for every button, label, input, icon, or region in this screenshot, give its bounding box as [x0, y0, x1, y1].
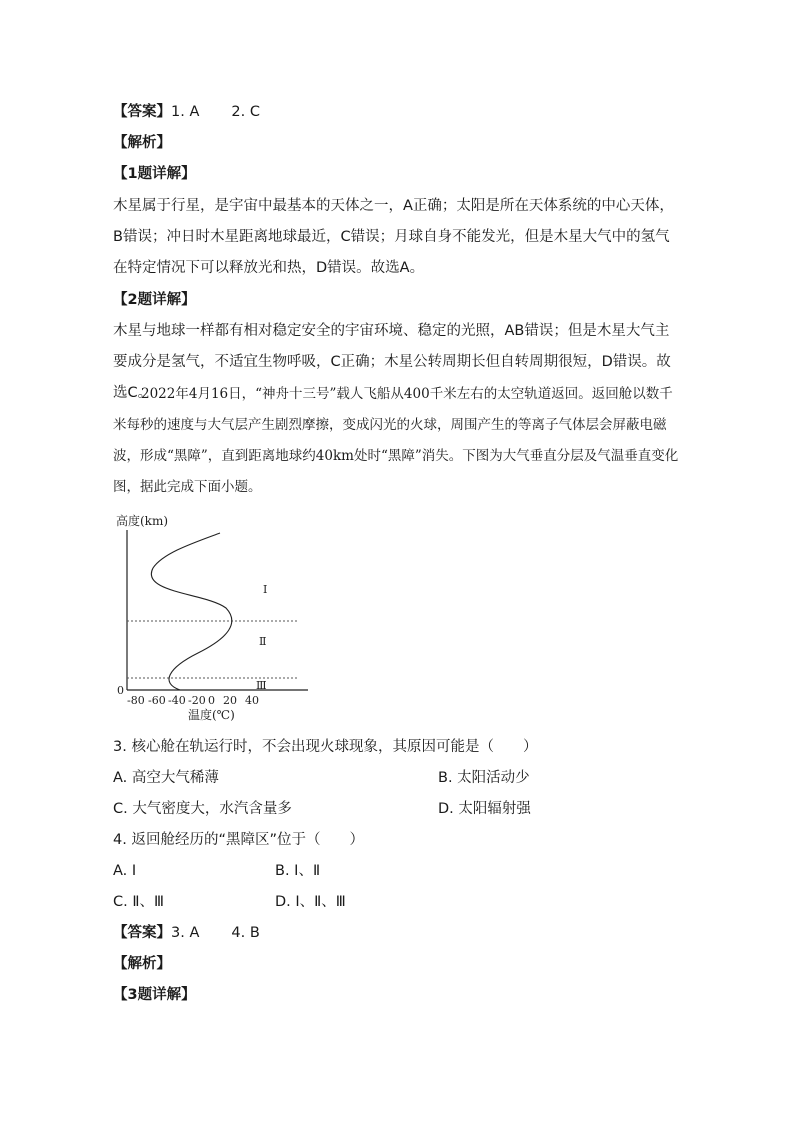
analysis-heading: 【解析】	[113, 956, 171, 972]
x-tick-labels	[127, 694, 259, 707]
layer-label-3: Ⅲ	[256, 679, 267, 692]
q2-detail-heading: 【2题详解】	[113, 292, 196, 308]
answer-line-2	[113, 923, 260, 943]
answer-value: 4. B	[231, 925, 260, 941]
x-tick-label: 20	[223, 694, 237, 707]
y-axis-label: 高度(km)	[116, 514, 169, 528]
q3-detail-heading: 【3题详解】	[113, 987, 196, 1003]
reading-passage: 2022年4月16日，“神舟十三号”载人飞船从400千米左右的太空轨道返回。返回舱以数千米每秒的速度与大气层产生剧烈摩擦，变成闪光的火球，周围产生的等离子气体层会屏蔽电磁波，形成“黑障”，直到距离地球约40km处时“黑障”消失。下图为大气垂直分层及气温垂直变化图，据此完成下面小题。	[113, 386, 679, 495]
q3-option-b[interactable]: B. 太阳活动少	[438, 770, 530, 786]
x-tick-label: 40	[245, 694, 259, 707]
answer-value: 3. A	[171, 925, 200, 941]
x-tick-label: -20	[188, 694, 206, 707]
q2-detail-text: 木星与地球一样都有相对稳定安全的宇宙环境、稳定的光照，AB错误；但是木星大气主要成分是氢气，不适宜生物呼吸，C正确；木星公转周期长但自转周期很短，D错误。故选C。	[113, 323, 671, 401]
atmosphere-temperature-chart	[108, 508, 308, 723]
x-tick-label: 0	[208, 694, 215, 707]
x-tick-label: -80	[127, 694, 145, 707]
temperature-curve	[151, 533, 232, 690]
y-tick-label: 0	[117, 684, 124, 697]
q4-option-a[interactable]: A. Ⅰ	[113, 863, 137, 879]
q4-option-b[interactable]: B. Ⅰ、Ⅱ	[275, 863, 321, 879]
x-axis-label: 温度(℃)	[188, 708, 235, 722]
q3-option-c[interactable]: C. 大气密度大，水汽含量多	[113, 801, 292, 817]
answer-label: 【答案】	[113, 925, 171, 941]
layer-label-2: Ⅱ	[259, 635, 267, 648]
answer-line-1	[113, 102, 260, 122]
answer-label: 【答案】	[113, 104, 171, 120]
answer-value: 1. A	[171, 104, 200, 120]
q3-stem: 3. 核心舱在轨运行时，不会出现火球现象，其原因可能是（ ）	[113, 739, 538, 755]
q1-detail-heading: 【1题详解】	[113, 166, 196, 182]
x-tick-label: -60	[148, 694, 166, 707]
q4-option-c[interactable]: C. Ⅱ、Ⅲ	[113, 894, 164, 910]
q4-option-d[interactable]: D. Ⅰ、Ⅱ、Ⅲ	[275, 894, 346, 910]
analysis-heading: 【解析】	[113, 135, 171, 151]
q1-detail-text: 木星属于行星，是宇宙中最基本的天体之一，A正确；太阳是所在天体系统的中心天体，B错误；冲日时木星距离地球最近，C错误；月球自身不能发光，但是木星大气中的氢气在特定情况下可以释放光和热，D错误。故选A。	[113, 198, 674, 276]
answer-value: 2. C	[231, 104, 260, 120]
q3-option-a[interactable]: A. 高空大气稀薄	[113, 770, 219, 786]
q4-stem: 4. 返回舱经历的“黑障区”位于（ ）	[113, 832, 364, 848]
layer-label-1: Ⅰ	[263, 583, 268, 596]
q3-option-d[interactable]: D. 太阳辐射强	[438, 801, 531, 817]
x-tick-label: -40	[168, 694, 186, 707]
